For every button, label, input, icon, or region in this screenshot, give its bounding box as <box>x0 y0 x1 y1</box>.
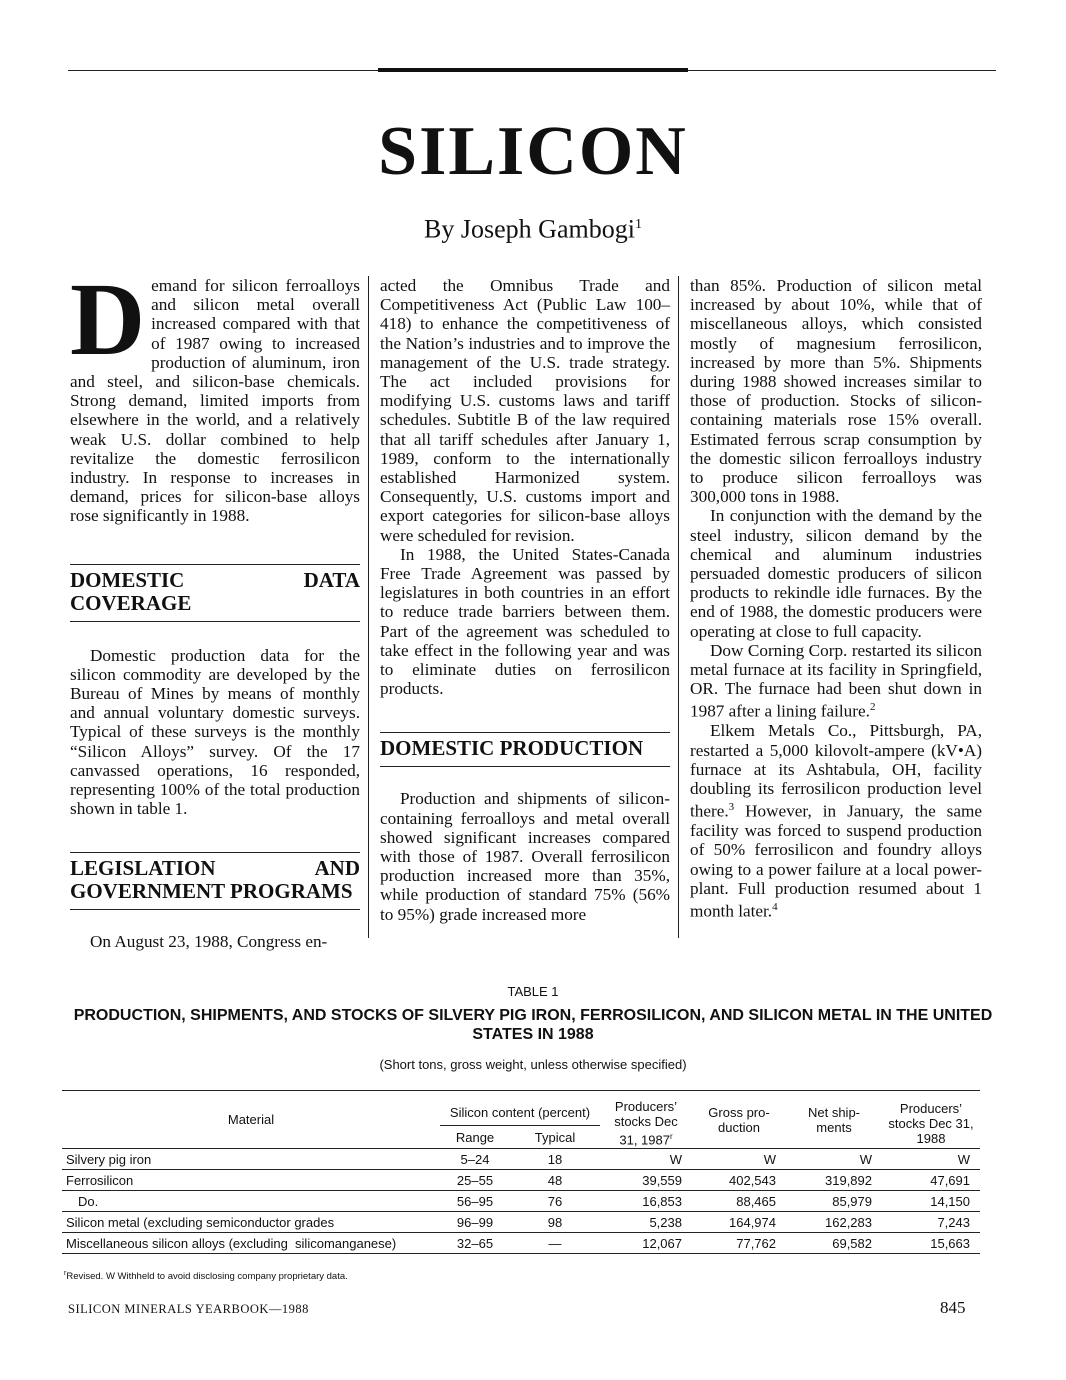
table-row <box>62 1170 980 1191</box>
cell-stocks-1988: 7,243 <box>882 1212 980 1233</box>
page-number: 845 <box>940 1298 966 1317</box>
footnote-revised-mark: r <box>64 1270 67 1277</box>
intro-text: emand for silicon ferroalloys and silicon metal overall increased compared with that of 1987 owing to increased production of aluminum, iron and steel, and silicon-base chemicals. Strong demand, limited imports from elsewhere in the world, and a relatively weak U.S. dollar combined to help revitalize the domestic ferrosilicon industry. In response to increases in demand, prices for silicon-base alloys rose significantly in 1988. <box>70 276 360 526</box>
table-row <box>62 1212 980 1233</box>
header-gross-production: Gross pro- duction <box>692 1091 786 1149</box>
cell-gross: 402,543 <box>692 1170 786 1191</box>
cell-stocks-1987: 16,853 <box>600 1191 692 1212</box>
footnote-text: Revised. W Withheld to avoid disclosing company proprietary data. <box>66 1271 348 1283</box>
data-coverage-paragraph: Domestic production data for the silicon commodity are developed by the Bureau of Mines by means of monthly and annual voluntary domestic surveys. Typical of these surveys is the monthly “Silicon Alloys” survey. Of the 17 canvassed operations, 16 responded, representing 100% of the total production shown in table 1. <box>70 645 360 819</box>
column-rule-1 <box>368 276 369 938</box>
header-typical: Typical <box>534 1129 576 1145</box>
column-3 <box>690 276 982 921</box>
production-continued-paragraph: than 85%. Production of silicon metal increased by about 10%, while that of miscellaneous alloys, which consisted mostly of magnesium ferrosilicon, increased by more than 5%. Shipments during 1988 showed increases similar to those of production. Stocks of silicon-containing materials rose 15% overall. Estimated ferrous scrap consumption by the domestic silicon ferroalloys industry to produce silicon ferroalloys was 300,000 tons in 1988. <box>690 276 982 507</box>
revised-mark: r <box>669 1132 673 1141</box>
cell-range: 56–95 <box>440 1191 510 1212</box>
byline-footnote-mark: 1 <box>634 217 642 232</box>
table-row <box>62 1233 980 1254</box>
table-row <box>62 1149 980 1170</box>
cell-stocks-1988: 15,663 <box>882 1233 980 1254</box>
dow-corning-text: Dow Corning Corp. restarted its silicon metal furnace at its facility in Springfield, OR. The furnace had been shut down in 1987 after a lining failure. <box>690 640 982 722</box>
table-title: PRODUCTION, SHIPMENTS, AND STOCKS OF SILVERY PIG IRON, FERROSILICON, AND SILICON METAL IN THE UNITED STATES IN 1988 <box>73 1007 993 1043</box>
elkem-paragraph <box>690 721 982 921</box>
table-label: TABLE 1 <box>507 984 559 999</box>
column-rule-2 <box>678 276 679 938</box>
section-heading-domestic-production: DOMESTIC PRODUCTION <box>380 732 670 767</box>
elkem-text-continued: However, in January, the same facility was forced to suspend production of 50% ferrosilicon and foundry alloys owing to a power failure at a local power-plant. Full production resumed about 1 month later. <box>690 801 982 921</box>
cell-stocks-1987: 5,238 <box>600 1212 692 1233</box>
running-footer: SILICON MINERALS YEARBOOK—1988 <box>68 1302 309 1316</box>
cell-material: Ferrosilicon <box>62 1170 440 1191</box>
column-2 <box>380 276 670 924</box>
cell-typical: — <box>510 1233 600 1254</box>
section-heading-domestic-data: DOMESTIC DATA COVERAGE <box>70 564 360 622</box>
header-stocks-1988: Producers’ stocks Dec 31, 1988 <box>882 1091 980 1149</box>
cell-net: 162,283 <box>786 1212 882 1233</box>
cell-net: 319,892 <box>786 1170 882 1191</box>
cell-typical: 18 <box>510 1149 600 1170</box>
cell-typical: 48 <box>510 1170 600 1191</box>
header-net-shipments: Net ship- ments <box>786 1091 882 1149</box>
top-rule-accent <box>378 68 688 72</box>
cell-net: W <box>786 1149 882 1170</box>
cell-stocks-1988: 14,150 <box>882 1191 980 1212</box>
cell-material: Silicon metal (excluding semiconductor grades <box>62 1212 440 1233</box>
cell-gross: 77,762 <box>692 1233 786 1254</box>
cell-stocks-1988: 47,691 <box>882 1170 980 1191</box>
cell-stocks-1987: W <box>600 1149 692 1170</box>
elkem-text: Elkem Metals Co., Pittsburgh, PA, restarted a 5,000 kilovolt-ampere (kV•A) furnace at its Ashtabula, OH, facility doubling its ferrosilicon production level there. <box>690 721 982 821</box>
page-title: SILICON <box>378 113 688 190</box>
cell-range: 5–24 <box>440 1149 510 1170</box>
header-silicon-content: Silicon content (percent) <box>440 1091 600 1126</box>
cell-stocks-1988: W <box>882 1149 980 1170</box>
free-trade-paragraph: In 1988, the United States-Canada Free Trade Agreement was passed by legislatures in both countries in an effort to reduce trade barriers between them. Part of the agreement was scheduled to take effect in the following year and was to eliminate duties on ferrosilicon products. <box>380 544 670 699</box>
drop-cap: D <box>70 262 146 377</box>
cell-typical: 98 <box>510 1212 600 1233</box>
table-subtitle: (Short tons, gross weight, unless otherwise specified) <box>379 1057 687 1072</box>
cell-material: Miscellaneous silicon alloys (excluding silicomanganese) <box>62 1233 440 1254</box>
cell-stocks-1987: 12,067 <box>600 1233 692 1254</box>
table-row <box>62 1191 980 1212</box>
cell-net: 85,979 <box>786 1191 882 1212</box>
cell-net: 69,582 <box>786 1233 882 1254</box>
byline-text: By Joseph Gambogi <box>424 214 635 244</box>
legislation-paragraph: On August 23, 1988, Congress en- <box>90 932 328 952</box>
cell-gross: 164,974 <box>692 1212 786 1233</box>
cell-range: 96–99 <box>440 1212 510 1233</box>
intro-paragraph <box>70 262 360 526</box>
cell-stocks-1987: 39,559 <box>600 1170 692 1191</box>
cell-material: Do. <box>62 1191 440 1212</box>
header-stocks-1987 <box>600 1091 692 1149</box>
production-paragraph: Production and shipments of silicon-containing ferroalloys and metal overall showed significant increases compared with those of 1987. Overall ferrosilicon production increased more than 35%, while production of standard 75% (56% to 95%) grade increased more <box>380 789 670 924</box>
cell-gross: 88,465 <box>692 1191 786 1212</box>
cell-typical: 76 <box>510 1191 600 1212</box>
cell-range: 32–65 <box>440 1233 510 1254</box>
table-footnote <box>64 1270 348 1282</box>
cell-range: 25–55 <box>440 1170 510 1191</box>
column-1 <box>70 262 360 952</box>
demand-paragraph: In conjunction with the demand by the steel industry, silicon demand by the chemical and aluminum industries persuaded domestic producers of silicon products to rekindle idle furnaces. By the end of 1988, the domestic producers were operating at close to full capacity. <box>690 506 982 641</box>
cell-gross: W <box>692 1149 786 1170</box>
byline <box>0 210 1066 245</box>
header-range: Range <box>455 1129 495 1145</box>
header-material: Material <box>62 1091 440 1149</box>
section-heading-legislation: LEGISLATION AND GOVERNMENT PROGRAMS <box>70 852 360 910</box>
cell-material: Silvery pig iron <box>62 1149 440 1170</box>
header-stocks-1987-text: Producers’ stocks Dec 31, 1987 <box>614 1099 678 1148</box>
omnibus-paragraph: acted the Omnibus Trade and Competitiveness Act (Public Law 100–418) to enhance the competitiveness of the Nation’s industries and to improve the management of the U.S. trade strategy. The act included provisions for modifying U.S. customs laws and tariff schedules. Subtitle B of the law required that all tariff schedules after January 1, 1989, conform to the internationally established Harmonized system. Consequently, U.S. customs import and export categories for silicon-base alloys were scheduled for revision. <box>380 276 670 545</box>
footnote-mark-3: 3 <box>728 801 735 814</box>
footnote-mark-2: 2 <box>869 701 876 714</box>
dow-corning-paragraph <box>690 641 982 722</box>
data-table <box>62 1090 980 1254</box>
footnote-mark-4: 4 <box>772 900 778 913</box>
